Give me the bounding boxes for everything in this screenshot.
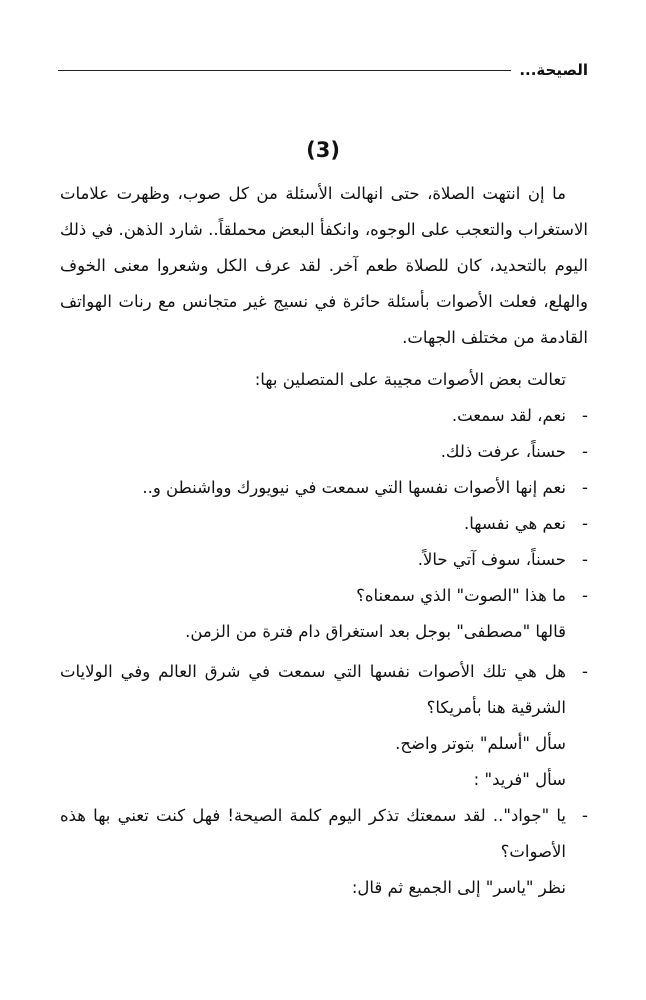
- dialogue-text: ما هذا "الصوت" الذي سمعناه؟: [356, 586, 566, 605]
- dialogue-dash: -: [582, 662, 588, 681]
- dialogue-text: حسناً، عرفت ذلك.: [440, 442, 566, 461]
- dialogue-text: نعم إنها الأصوات نفسها التي سمعت في نيويورك وواشنطن و..: [142, 478, 566, 497]
- dialogue-intro: تعالت بعض الأصوات مجيبة على المتصلين بها:: [254, 370, 566, 389]
- dialogue-line: [60, 470, 588, 506]
- dialogue-line: [60, 798, 588, 870]
- dialogue-line: [60, 542, 588, 578]
- body-text: [60, 176, 588, 906]
- narration: نظر "ياسر" إلى الجميع ثم قال:: [351, 878, 566, 897]
- running-header: [58, 58, 588, 82]
- paragraph: ما إن انتهت الصلاة، حتى انهالت الأسئلة من كل صوب، وظهرت علامات الاستغراب والتعجب على الوجوه، وانكفأ البعض محملقاً.. شارد الذهن. في ذلك اليوم بالتحديد، كان للصلاة طعم آخر. لقد عرف الكل وشعروا معنى الخوف والهلع، فعلت الأصوات بأسئلة حائرة في نسيج غير متجانس مع رنات الهواتف القادمة من مختلف الجهات.: [60, 184, 588, 347]
- narration: سأل "فريد" :: [473, 770, 566, 789]
- dialogue-line: [60, 654, 588, 726]
- dialogue-text: حسناً، سوف آتي حالاً.: [417, 550, 566, 569]
- dialogue-text: يا "جواد".. لقد سمعتك تذكر اليوم كلمة الصيحة! فهل كنت تعني بها هذه الأصوات؟: [60, 806, 566, 861]
- dialogue-text: نعم هي نفسها.: [463, 514, 566, 533]
- dialogue-dash: -: [582, 514, 588, 533]
- narration: سأل "أسلم" بتوتر واضح.: [395, 734, 566, 753]
- dialogue-line: [60, 578, 588, 614]
- chapter-number: (3): [306, 138, 340, 162]
- dialogue-dash: -: [582, 478, 588, 497]
- dialogue-dash: -: [582, 406, 588, 425]
- dialogue-dash: -: [582, 806, 588, 825]
- header-rule: [58, 70, 511, 71]
- dialogue-dash: -: [582, 442, 588, 461]
- dialogue-dash: -: [582, 586, 588, 605]
- dialogue-line: [60, 398, 588, 434]
- dialogue-line: [60, 506, 588, 542]
- running-title: الصيحة...: [519, 61, 588, 79]
- dialogue-text: هل هي تلك الأصوات نفسها التي سمعت في شرق العالم وفي الولايات الشرقية هنا بأمريكا؟: [60, 662, 566, 717]
- dialogue-dash: -: [582, 550, 588, 569]
- dialogue-text: نعم، لقد سمعت.: [451, 406, 566, 425]
- narration: قالها "مصطفى" بوجل بعد استغراق دام فترة من الزمن.: [185, 622, 566, 641]
- dialogue-line: [60, 434, 588, 470]
